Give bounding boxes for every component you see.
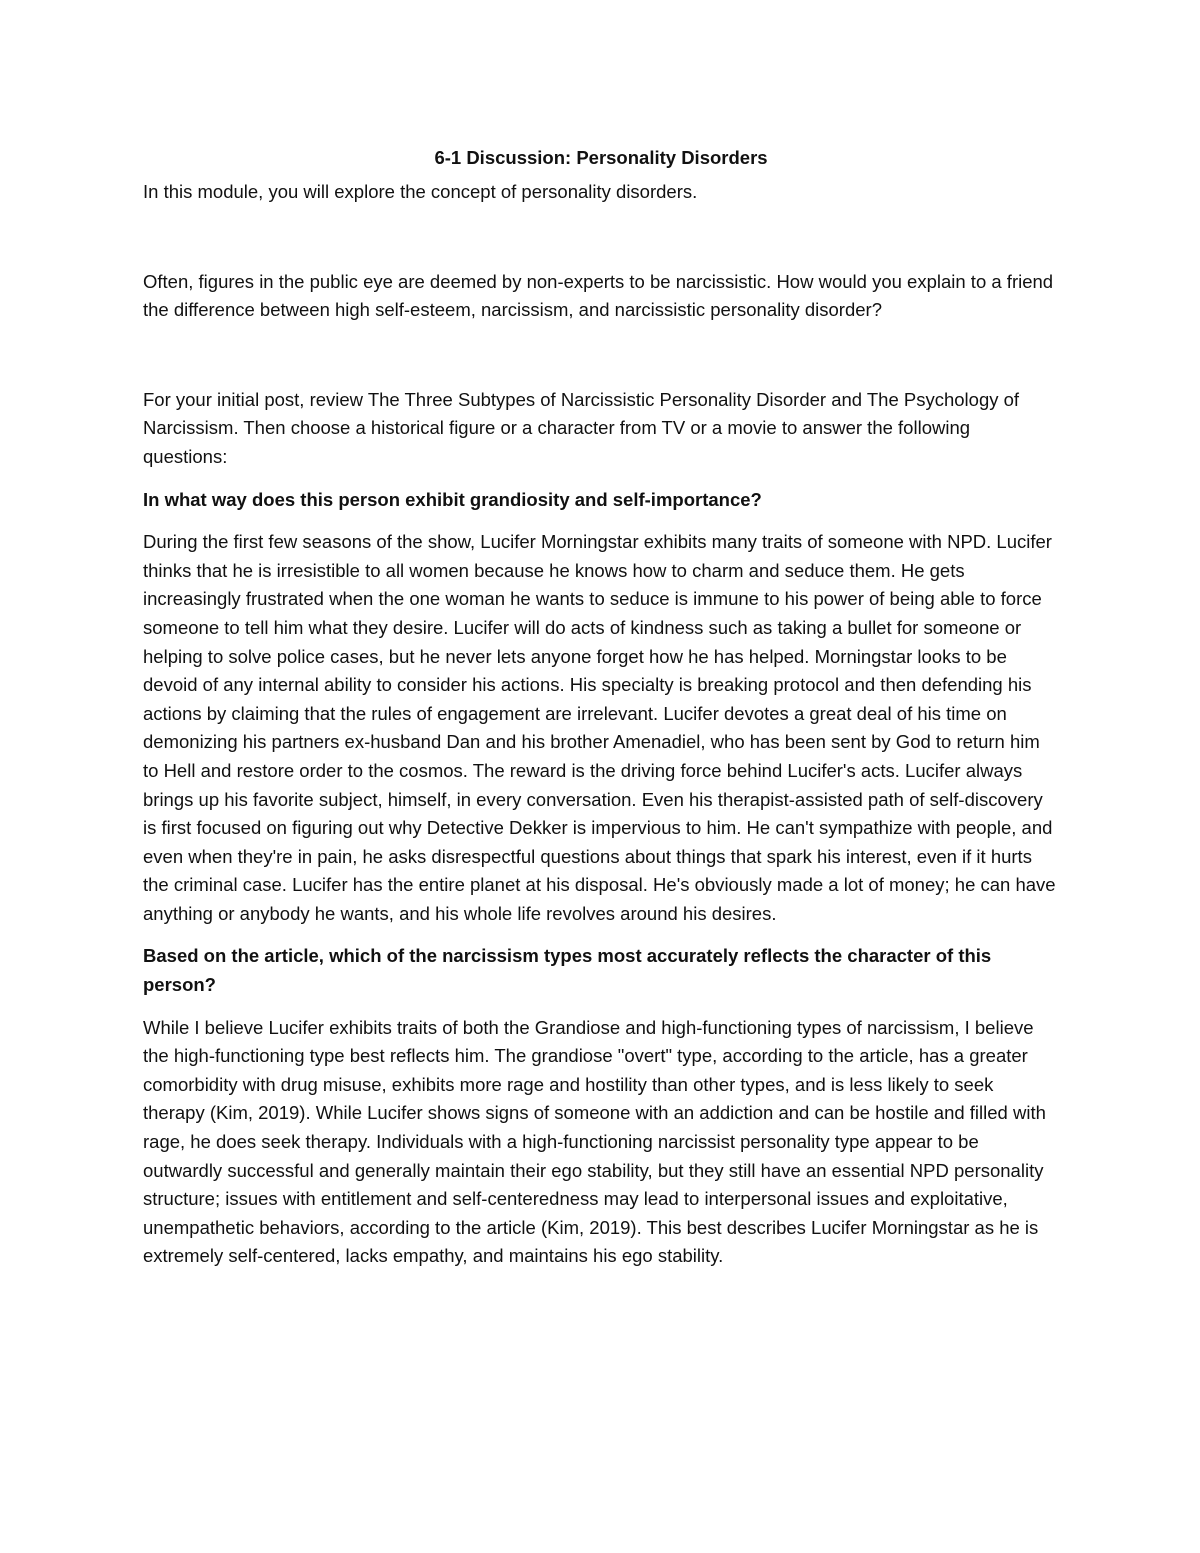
question-2: Based on the article, which of the narcissism types most accurately reflects the character of this person? (143, 945, 992, 996)
question-1: In what way does this person exhibit grandiosity and self-importance? (143, 488, 762, 510)
intro-paragraph: In this module, you will explore the concept of personality disorders. (143, 181, 698, 202)
prompt-paragraph: Often, figures in the public eye are deemed by non-experts to be narcissistic. How would you explain to a friend the difference between high self-esteem, narcissism, and narcissistic personality disorder? (143, 270, 1054, 321)
document-title: 6-1 Discussion: Personality Disorders (434, 147, 768, 168)
instructions-paragraph: For your initial post, review The Three Subtypes of Narcissistic Personality Disorder and The Psychology of Narcissism. Then choose a historical figure or a character from TV or a movie to answer the following questions: (143, 388, 1020, 467)
answer-1: During the first few seasons of the show, Lucifer Morningstar exhibits many traits of someone with NPD. Lucifer thinks that he is irresistible to all women because he knows how to charm and seduce them. He gets increasingly frustrated when the one woman he wants to seduce is immune to his power of being able to force someone to tell him what they desire. Lucifer will do acts of kindness such as taking a bullet for someone or helping to solve police cases, but he never lets anyone forget how he has helped. Morningstar looks to be devoid of any internal ability to consider his actions. His specialty is breaking protocol and then defending his actions by claiming that the rules of engagement are irrelevant. Lucifer devotes a great deal of his time on demonizing his partners ex-husband Dan and his brother Amenadiel, who has been sent by God to return him to Hell and restore order to the cosmos. The reward is the driving force behind Lucifer's acts. Lucifer always brings up his favorite subject, himself, in every conversation. Even his therapist-assisted path of self-discovery is first focused on figuring out why Detective Dekker is impervious to him. He can't sympathize with people, and even when they're in pain, he asks disrespectful questions about things that spark his interest, even if it hurts the criminal case. Lucifer has the entire planet at his disposal. He's obviously made a lot of money; he can have anything or anybody he wants, and his whole life revolves around his desires. (143, 531, 1056, 924)
answer-2: While I believe Lucifer exhibits traits of both the Grandiose and high-functioning types of narcissism, I believe the high-functioning type best reflects him. The grandiose "overt" type, according to the article, has a greater comorbidity with drug misuse, exhibits more rage and hostility than other types, and is less likely to seek therapy (Kim, 2019). While Lucifer shows signs of someone with an addiction and can be hostile and filled with rage, he does seek therapy. Individuals with a high-functioning narcissist personality type appear to be outwardly successful and generally maintain their ego stability, but they still have an essential NPD personality structure; issues with entitlement and self-centeredness may lead to interpersonal issues and exploitative, unempathetic behaviors, according to the article (Kim, 2019). This best describes Lucifer Morningstar as he is extremely self-centered, lacks empathy, and maintains his ego stability. (143, 1016, 1046, 1267)
